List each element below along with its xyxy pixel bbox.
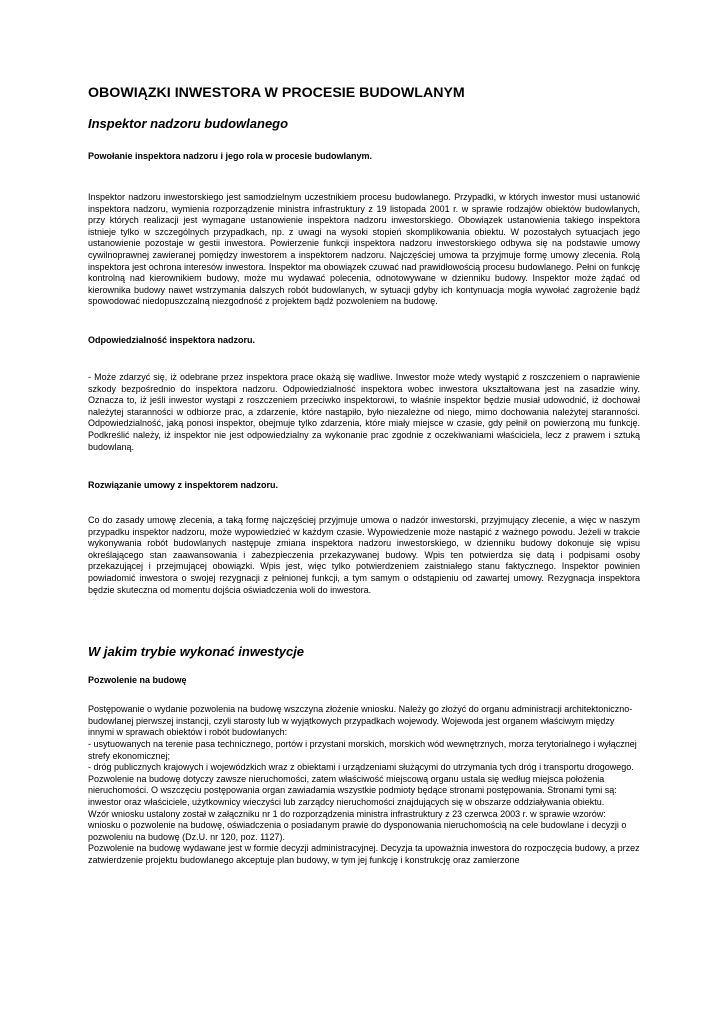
permit-line: - dróg publicznych krajowych i wojewódzkich wraz z obiektami i urządzeniami służącymi do utrzymania tych dróg i transportu drogowego. — [88, 762, 634, 773]
subheading-termination: Rozwiązanie umowy z inspektorem nadzoru. — [88, 480, 279, 491]
permit-line: Pozwolenie na budowę dotyczy zawsze nieruchomości, zatem właściwość miejscową organu ustala się według miejsca położenia nieruchomości. O wszczęciu postępowania organ zawiadamia wszystkie podmioty będące stronami postępowania. Stronami tymi są: inwestor oraz właściciele, użytkownicy wieczyści lub zarządcy nieruchomości znajdujących się w obszarze oddziaływania obiektu. — [88, 773, 617, 807]
document-title: OBOWIĄZKI INWESTORA W PROCESIE BUDOWLANYM — [88, 85, 465, 101]
subheading-appointment: Powołanie inspektora nadzoru i jego rola w procesie budowlanym. — [88, 151, 373, 161]
subheading-building-permit: Pozwolenie na budowę — [88, 675, 187, 686]
permit-text-block — [88, 704, 640, 866]
document-page — [88, 84, 640, 867]
permit-line: - usytuowanych na terenie pasa technicznego, portów i przystani morskich, morskich wód wewnętrznych, morza terytorialnego i wyłącznej strefy ekonomicznej; — [88, 739, 637, 761]
permit-line: Pozwolenie na budowę wydawane jest w formie decyzji administracyjnej. Decyzja ta upoważnia inwestora do rozpoczęcia budowy, a przez zatwierdzenie projektu budowlanego akceptuje plan budowy, w tym jej funkcję i konstrukcję oraz zamierzone — [88, 843, 640, 865]
section-heading-investment-mode: W jakim trybie wykonać inwestycje — [88, 644, 305, 660]
paragraph-appointment: Inspektor nadzoru inwestorskiego jest samodzielnym uczestnikiem procesu budowlanego. Przypadki, w których inwestor musi ustanowić inspektora nadzoru, wymienia rozporządzenie ministra infrastruktury z 19 listopada 2001 r. w sprawie rodzajów obiektów budowlanych, przy których realizacji jest wymagane ustanowienie inspektora nadzoru inwestorskiego. Obowiązek ustanowienia takiego inspektora istnieje tylko w szczególnych przypadkach, np. z uwagi na wysoki stopień skomplikowania obiektu. W pozostałych sytuacjach jego ustanowienie pozostaje w gestii inwestora. Powierzenie funkcji inspektora nadzoru inwestorskiego odbywa się na podstawie umowy cywilnoprawnej zawieranej pomiędzy inwestorem a inspektorem nadzoru. Najczęściej umowa ta przyjmuje formę umowy zlecenia. Rolą inspektora jest ochrona interesów inwestora. Inspektor ma obowiązek czuwać nad prawidłowością procesu budowlanego. Pełni on funkcję kontrolną nad kierownikiem budowy, może mu wydawać polecenia, odnotowywane w dzienniku budowy. Inspektor może żądać od kierownika budowy nawet wstrzymania dalszych robót budowlanych, w sytuacji gdyby ich kontynuacja mogła wywołać zagrożenie bądź spowodować niedopuszczalną niezgodność z projektem bądź pozwoleniem na budowę. — [88, 192, 640, 307]
paragraph-liability: - Może zdarzyć się, iż odebrane przez inspektora prace okażą się wadliwe. Inwestor może wtedy wystąpić z roszczeniem o naprawienie szkody bezpośrednio do inspektora nadzoru. Odpowiedzialność inspektora wobec inwestora ukształtowana jest na zasadzie winy. Oznacza to, iż jeśli inwestor wystąpi z roszczeniem przeciwko inspektorowi, to właśnie inspektor będzie musiał udowodnić, iż dochował należytej staranności w odbiorze prac, a zdarzenie, które nastąpiło, było niezależne od niego, mimo dochowania należytej staranności. Odpowiedzialność, jaką ponosi inspektor, obejmuje tylko zdarzenia, które miały miejsce w czasie, gdy pełnił on powierzoną mu funkcję. Podkreślić należy, iż inspektor nie jest odpowiedzialny za wykonanie prac zgodnie z oczekiwaniami właściciela, lecz z prawem i sztuką budowlaną. — [88, 371, 640, 452]
subheading-liability: Odpowiedzialność inspektora nadzoru. — [88, 334, 256, 345]
permit-line: Wzór wniosku ustalony został w załączniku nr 1 do rozporządzenia ministra infrastruktury z 23 czerwca 2003 r. w sprawie wzorów: wniosku o pozwolenie na budowę, oświadczenia o posiadanym prawie do dysponowania nieruchomością na cele budowlane i decyzji o pozwoleniu na budowę (Dz.U. nr 120, poz. 1127). — [88, 808, 627, 842]
permit-line: Postępowanie o wydanie pozwolenia na budowę wszczyna złożenie wniosku. Należy go złożyć do organu administracji architektoniczno-budowlanej pierwszej instancji, czyli starosty lub w wyjątkowych przypadkach wojewody. Wojewoda jest organem właściwym między innymi w sprawach obiektów i robót budowlanych: — [88, 704, 633, 738]
paragraph-termination: Co do zasady umowę zlecenia, a taką formę najczęściej przyjmuje umowa o nadzór inwestorski, przyjmujący zlecenie, a więc w naszym przypadku inspektor nadzoru, może wypowiedzieć w każdym czasie. Wypowiedzenie może nastąpić z ważnego powodu. Jeżeli w trakcie wykonywania robót budowlanych następuje zmiana inspektora nadzoru inwestorskiego, w dzienniku budowy dokonuje się wpisu określającego stan zaawansowania i zabezpieczenia przekazywanej budowy. Wpis ten potwierdza się datą i podpisami osoby przekazującej i przejmującej obowiązki. Wpis jest, więc tylko potwierdzeniem zaistniałego stanu faktycznego. Inspektor powinien powiadomić inwestora o swojej rezygnacji z pełnionej funkcji, a tym samym o odstąpieniu od zawartej umowy. Rezygnacja inspektora będzie skuteczna od momentu dojścia oświadczenia woli do inwestora. — [88, 515, 640, 595]
section-heading-inspector: Inspektor nadzoru budowlanego — [88, 116, 289, 131]
